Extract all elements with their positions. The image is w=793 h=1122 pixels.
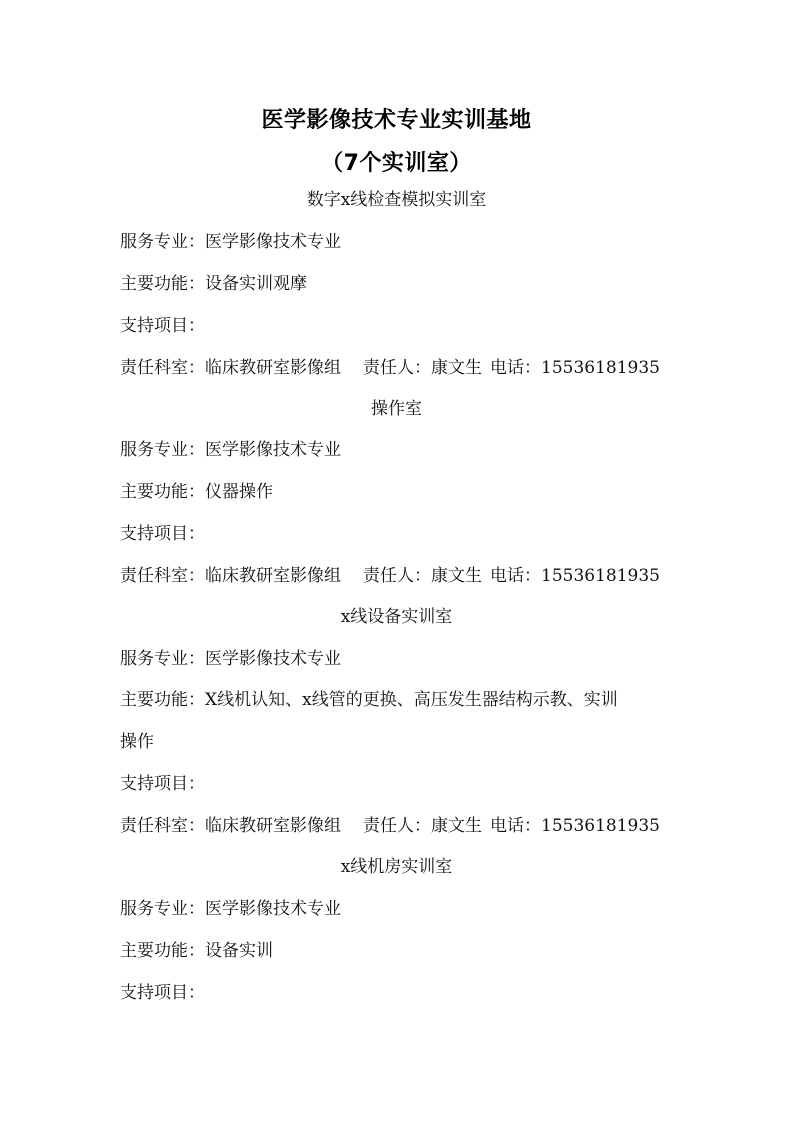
room-2-responsible-person: 责任人：康文生 bbox=[363, 566, 482, 586]
room-1-main-function: 主要功能：设备实训观摩 bbox=[120, 274, 307, 294]
room-4-name: x线机房实训室 bbox=[340, 857, 453, 877]
room-1-responsible-person: 责任人：康文生 bbox=[363, 358, 482, 378]
room-3-name: x线设备实训室 bbox=[340, 607, 453, 627]
room-3-phone: 电话：15536181935 bbox=[490, 816, 660, 836]
room-1-service-major: 服务专业：医学影像技术专业 bbox=[120, 232, 341, 252]
room-2-name: 操作室 bbox=[371, 399, 422, 419]
room-2-service-major: 服务专业：医学影像技术专业 bbox=[120, 440, 341, 460]
room-1-name: 数字x线检查模拟实训室 bbox=[306, 190, 487, 210]
room-3-contact-line bbox=[120, 814, 680, 838]
room-3-service-major: 服务专业：医学影像技术专业 bbox=[120, 649, 341, 669]
document-subtitle: （7个实训室） bbox=[321, 151, 472, 176]
room-4-service-major: 服务专业：医学影像技术专业 bbox=[120, 899, 341, 919]
room-3-responsible-department: 责任科室：临床教研室影像组 bbox=[120, 816, 341, 836]
room-1-support-projects: 支持项目： bbox=[120, 316, 205, 336]
room-4-support-projects: 支持项目： bbox=[120, 983, 205, 1003]
room-2-main-function: 主要功能：仪器操作 bbox=[120, 482, 273, 502]
room-2-support-projects: 支持项目： bbox=[120, 524, 205, 544]
room-3-main-function-line2: 操作 bbox=[120, 732, 154, 752]
room-2-responsible-department: 责任科室：临床教研室影像组 bbox=[120, 566, 341, 586]
room-2-phone: 电话：15536181935 bbox=[490, 566, 660, 586]
room-3-main-function-line1: 主要功能：X线机认知、x线管的更换、高压发生器结构示教、实训 bbox=[120, 690, 618, 710]
room-4-main-function: 主要功能：设备实训 bbox=[120, 941, 273, 961]
room-1-responsible-department: 责任科室：临床教研室影像组 bbox=[120, 358, 341, 378]
room-2-contact-line bbox=[120, 564, 680, 588]
room-3-responsible-person: 责任人：康文生 bbox=[363, 816, 482, 836]
room-1-contact-line bbox=[120, 356, 680, 380]
room-1-phone: 电话：15536181935 bbox=[490, 358, 660, 378]
document-title: 医学影像技术专业实训基地 bbox=[261, 108, 532, 133]
room-3-support-projects: 支持项目： bbox=[120, 774, 205, 794]
